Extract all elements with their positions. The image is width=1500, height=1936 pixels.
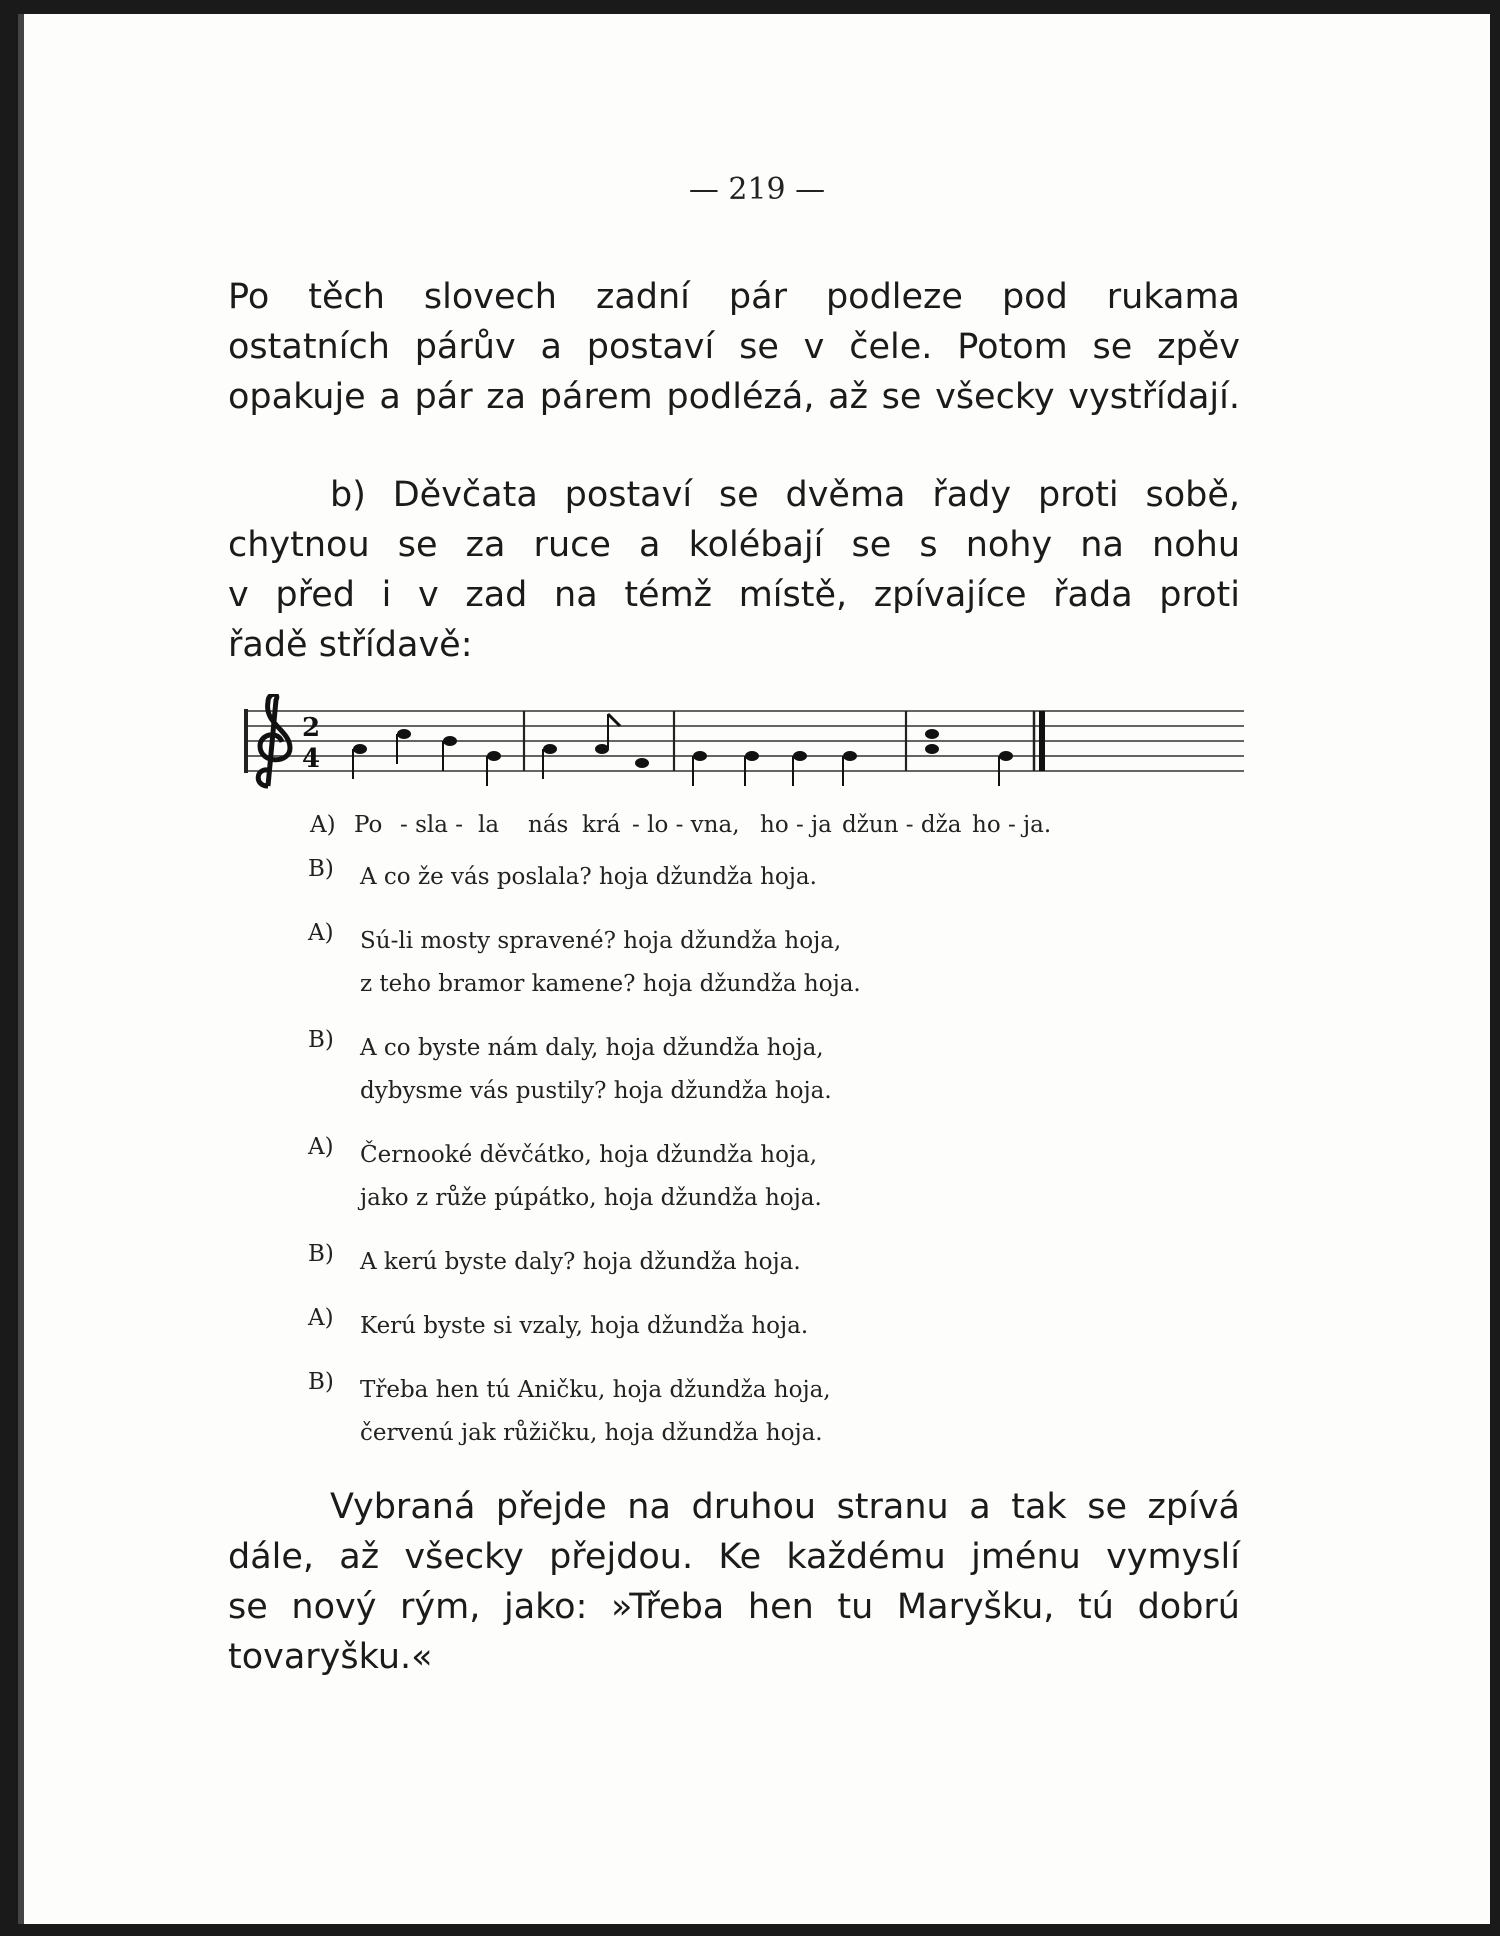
- speaker-label: A): [308, 1134, 334, 1160]
- note: [443, 736, 457, 746]
- syllable: ho - ja.: [972, 812, 1052, 838]
- syllable: - sla -: [400, 812, 464, 838]
- time-signature-bottom: 4: [302, 744, 321, 774]
- note: [843, 751, 857, 761]
- note: [487, 751, 501, 761]
- treble-clef-icon: [258, 694, 290, 786]
- paragraph-line: chytnou se za ruce a kolébají se s nohy na nohu: [228, 525, 1240, 565]
- verse: [308, 1305, 1108, 1348]
- verse-line: z teho bramor kamene? hoja džundža hoja.: [360, 971, 861, 997]
- note: [925, 744, 939, 754]
- speaker-label: B): [308, 1241, 334, 1267]
- book-page: [18, 14, 1490, 1924]
- paragraph-2: [228, 470, 1240, 670]
- underlay-label: A): [310, 812, 336, 838]
- note: [745, 751, 759, 761]
- paragraph-line: řadě střídavě:: [228, 625, 473, 665]
- note-flag: [608, 714, 620, 726]
- note: [793, 751, 807, 761]
- paragraph-1: [228, 272, 1240, 422]
- syllable: ho - ja: [760, 812, 832, 838]
- verse: [308, 920, 1108, 1006]
- paragraph-line: dále, až všecky přejdou. Ke každému jménu vymyslí: [228, 1537, 1240, 1577]
- speaker-label: A): [308, 920, 334, 946]
- verse-line: jako z růže púpátko, hoja džundža hoja.: [360, 1185, 822, 1211]
- verse-line: A co byste nám daly, hoja džundža hoja,: [360, 1035, 824, 1061]
- verse: [308, 1134, 1108, 1220]
- verse-line: dybysme vás pustily? hoja džundža hoja.: [360, 1078, 832, 1104]
- note: [543, 744, 557, 754]
- verse-line: červenú jak růžičku, hoja džundža hoja.: [360, 1420, 823, 1446]
- verse: [308, 1241, 1108, 1284]
- paragraph-line: tovaryšku.«: [228, 1637, 433, 1677]
- speaker-label: B): [308, 856, 334, 882]
- paragraph-line: opakuje a pár za párem podlézá, až se všecky vystřídají.: [228, 377, 1240, 417]
- verse: [308, 1027, 1108, 1113]
- syllable: la: [478, 812, 500, 838]
- speaker-label: A): [308, 1305, 334, 1331]
- page-number: — 219 —: [688, 172, 826, 207]
- time-signature-top: 2: [302, 713, 321, 743]
- note: [635, 758, 649, 768]
- syllable: džun - dža: [842, 812, 962, 838]
- paragraph-line: Po těch slovech zadní pár podleze pod rukama: [228, 277, 1240, 317]
- syllable: krá: [582, 812, 621, 838]
- verse: [308, 1369, 1108, 1455]
- verse-line: Kerú byste si vzaly, hoja džundža hoja.: [360, 1313, 809, 1339]
- paragraph-line: se nový rým, jako: »Třeba hen tu Maryšku, tú dobrú: [228, 1587, 1240, 1627]
- syllable: nás: [528, 812, 569, 838]
- verse-line: Černooké děvčátko, hoja džundža hoja,: [360, 1142, 818, 1168]
- verse-line: A co že vás poslala? hoja džundža hoja.: [360, 864, 817, 890]
- verse-line: Třeba hen tú Aničku, hoja džundža hoja,: [360, 1377, 831, 1403]
- syllable: - lo - vna,: [632, 812, 740, 838]
- paragraph-3: [228, 1482, 1240, 1682]
- note: [693, 751, 707, 761]
- verse-line: Sú-li mosty spravené? hoja džundža hoja,: [360, 928, 842, 954]
- speaker-label: B): [308, 1369, 334, 1395]
- verse: [308, 856, 1108, 899]
- note: [397, 729, 411, 739]
- paragraph-line: Vybraná přejde na druhou stranu a tak se zpívá: [330, 1487, 1240, 1527]
- note: [999, 751, 1013, 761]
- note: [353, 744, 367, 754]
- note: [595, 744, 609, 754]
- paragraph-line: v před i v zad na témž místě, zpívajíce řada proti: [228, 575, 1240, 615]
- notes: [353, 729, 1013, 768]
- note-stems: [353, 714, 999, 786]
- music-staff: [224, 694, 1254, 794]
- paragraph-line: b) Děvčata postaví se dvěma řady proti sobě,: [330, 475, 1240, 515]
- note: [925, 729, 939, 739]
- verse-list: [308, 856, 1108, 1476]
- speaker-label: B): [308, 1027, 334, 1053]
- syllable: Po: [354, 812, 383, 838]
- verse-line: A kerú byste daly? hoja džundža hoja.: [360, 1249, 801, 1275]
- paragraph-line: ostatních párův a postaví se v čele. Potom se zpěv: [228, 327, 1240, 367]
